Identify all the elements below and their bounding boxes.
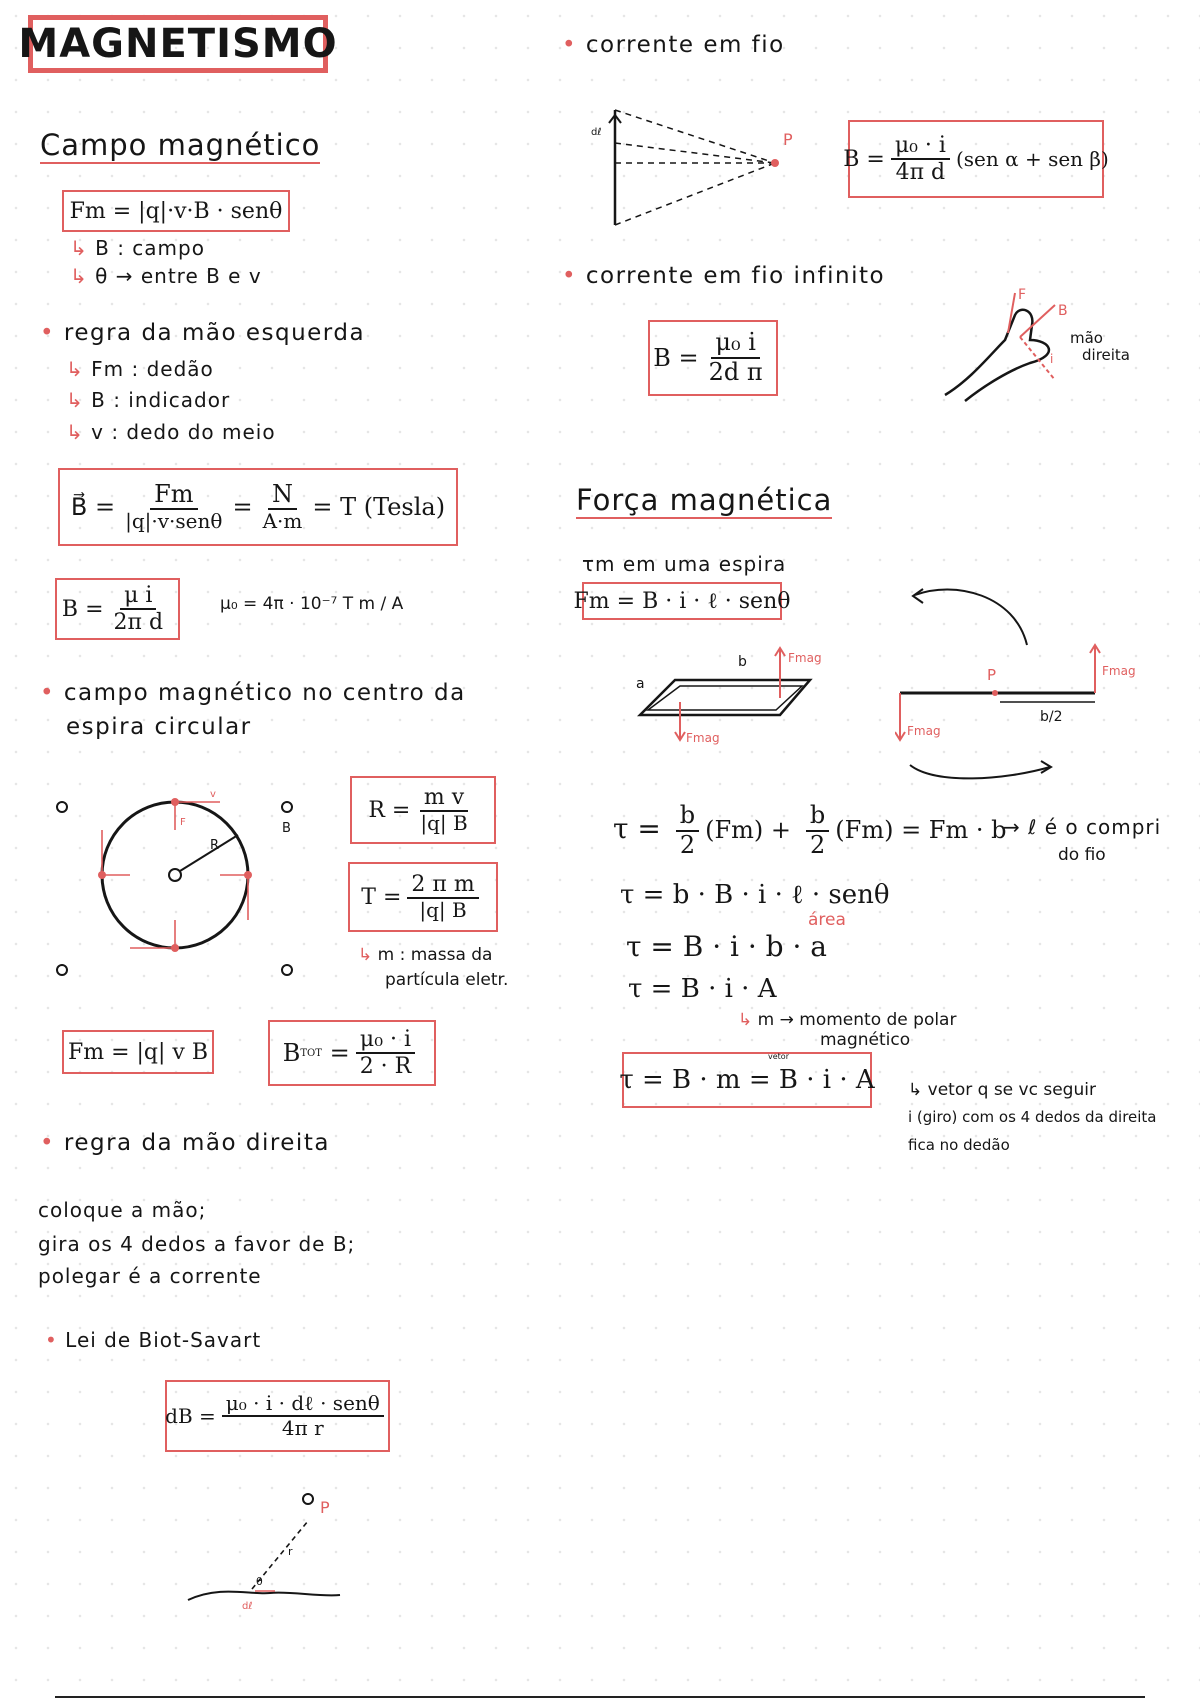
velocity-label: v — [210, 789, 216, 800]
formula-tesla-box: B⃗ = $\frac{Fm}{\text{|q|·v·senθ}}$ = $\frac{N}{A\cdot m}$ = T (Tesla) — [58, 468, 458, 546]
biot-savart-title: • Lei de Biot-Savart — [45, 1328, 262, 1352]
page-title: MAGNETISMO — [28, 15, 328, 73]
regra-esquerda-title: • regra da mão esquerda — [40, 320, 366, 346]
formula-fm-rhs: |q|·v·B · senθ — [138, 198, 283, 224]
theta-label: θ — [256, 1575, 263, 1588]
corrente-fio-infinito-title: • corrente em fio infinito — [562, 263, 886, 289]
torque-eq4: τ = B · i · A — [628, 974, 777, 1004]
formula-fio-infinito-box: B = $\frac{\text{μ₀ i}}{\text{2d π}}$ — [648, 320, 778, 396]
r-label: r — [288, 1545, 293, 1558]
final-note-line: ↳ vetor q se vc seguir — [908, 1080, 1096, 1100]
half-b-label: b/2 — [1040, 709, 1063, 725]
dl-label: dℓ — [591, 127, 602, 138]
side-b-label: b — [738, 654, 747, 670]
bottom-divider — [55, 1696, 1145, 1698]
force-label: F — [1018, 287, 1027, 303]
point-p-label: P — [320, 1498, 330, 1517]
centro-espira-line1: • campo magnético no centro da — [40, 680, 466, 706]
note-theta: ↳ θ → entre B e v — [70, 264, 262, 288]
dl-label: dℓ — [242, 1601, 253, 1612]
formula-btot-box: B TOT = $\frac{\text{μ₀ · i}}{2 \cdot R}$ — [268, 1020, 436, 1086]
m-note: ↳ m → momento de polar — [738, 1010, 957, 1030]
torque-eq3: τ = B · i · b · a — [626, 930, 828, 963]
formula-radius-box: R = $\frac{\text{m v}}{|q| B}$ — [350, 776, 496, 844]
final-note-line: fica no dedão — [908, 1136, 1010, 1154]
mass-note-1: ↳ m : massa da — [358, 945, 493, 965]
direita-label: direita — [1082, 346, 1130, 364]
formula-fm-lhs: Fm = — [69, 198, 132, 224]
mu0-constant: μ₀ = 4π · 10⁻⁷ T m / A — [220, 594, 404, 614]
regra-esquerda-item: ↳ B : indicador — [66, 388, 231, 412]
force-label: F — [180, 817, 186, 828]
section-heading-forca: Força magnética — [576, 483, 833, 517]
side-a-label: a — [636, 676, 645, 692]
formula-torque-final-box: τ = B · m = B · i · A — [622, 1052, 872, 1108]
radius-label: R — [210, 838, 220, 853]
wire-diagram — [585, 105, 795, 230]
formula-b-wire-box: B = $\frac{\text{μ i}}{\text{2π d}}$ — [55, 578, 180, 640]
regra-direita-title: • regra da mão direita — [40, 1130, 330, 1156]
circular-motion-diagram — [40, 775, 310, 985]
formula-force-wire-box: Fm = B · i · ℓ · senθ — [582, 582, 782, 620]
b-label: B — [282, 821, 291, 836]
note-b-campo: ↳ B : campo — [70, 236, 205, 260]
centro-espira-line2: espira circular — [66, 714, 252, 740]
regra-direita-line: polegar é a corrente — [38, 1264, 262, 1288]
regra-direita-line: coloque a mão; — [38, 1198, 207, 1222]
ell-note-2: do fio — [1058, 845, 1106, 865]
ell-note-1: → ℓ é o compri — [1003, 815, 1162, 839]
final-note-line: i (giro) com os 4 dedos da direita — [908, 1108, 1157, 1126]
m-note-2: magnético — [820, 1030, 911, 1050]
mass-note-2: partícula eletr. — [385, 970, 509, 990]
point-p-label: P — [987, 666, 997, 684]
formula-biot-box: dB = $\frac{\text{μ₀ · i · dℓ · senθ}}{\text{4π r}}$ — [165, 1380, 390, 1452]
right-hand-diagram — [940, 285, 1140, 405]
fmag-up-label: Fmag — [788, 651, 822, 665]
fmag-down-label: Fmag — [686, 731, 720, 745]
section-heading-campo: Campo magnético — [40, 128, 321, 162]
regra-esquerda-item: ↳ Fm : dedão — [66, 357, 214, 381]
torque-eq1: τ = $\frac{b}{2}$ (Fm) + $\frac{b}{2}$ (Fm) = Fm · b — [613, 801, 1007, 859]
torque-side-diagram — [895, 585, 1145, 785]
corrente-fio-title: • corrente em fio — [562, 32, 785, 58]
mao-label: mão — [1070, 329, 1103, 347]
formula-fm-box — [62, 190, 290, 232]
biot-savart-diagram — [180, 1485, 360, 1615]
point-p-label: P — [783, 130, 793, 149]
b-label: B — [1058, 303, 1068, 319]
vetor-note: vetor — [768, 1052, 789, 1061]
torque-eq2: τ = b · B · i · ℓ · senθ — [620, 880, 890, 910]
fmag-down-label: Fmag — [907, 724, 941, 738]
formula-fio-box: B = $\frac{\text{μ₀ · i}}{\text{4π d}}$ (sen α + sen β) — [848, 120, 1104, 198]
regra-direita-line: gira os 4 dedos a favor de B; — [38, 1232, 356, 1256]
regra-esquerda-item: ↳ v : dedo do meio — [66, 420, 276, 444]
area-note: área — [808, 910, 846, 930]
formula-period-box: T = $\frac{\text{2 π m}}{|q| B}$ — [348, 862, 498, 932]
i-label: i — [1050, 352, 1054, 366]
rectangular-loop-diagram — [630, 640, 840, 750]
fmag-up-label: Fmag — [1102, 664, 1136, 678]
torque-subtitle: τm em uma espira — [582, 552, 787, 576]
formula-fm-simple-box: Fm = |q| v B — [62, 1030, 214, 1074]
